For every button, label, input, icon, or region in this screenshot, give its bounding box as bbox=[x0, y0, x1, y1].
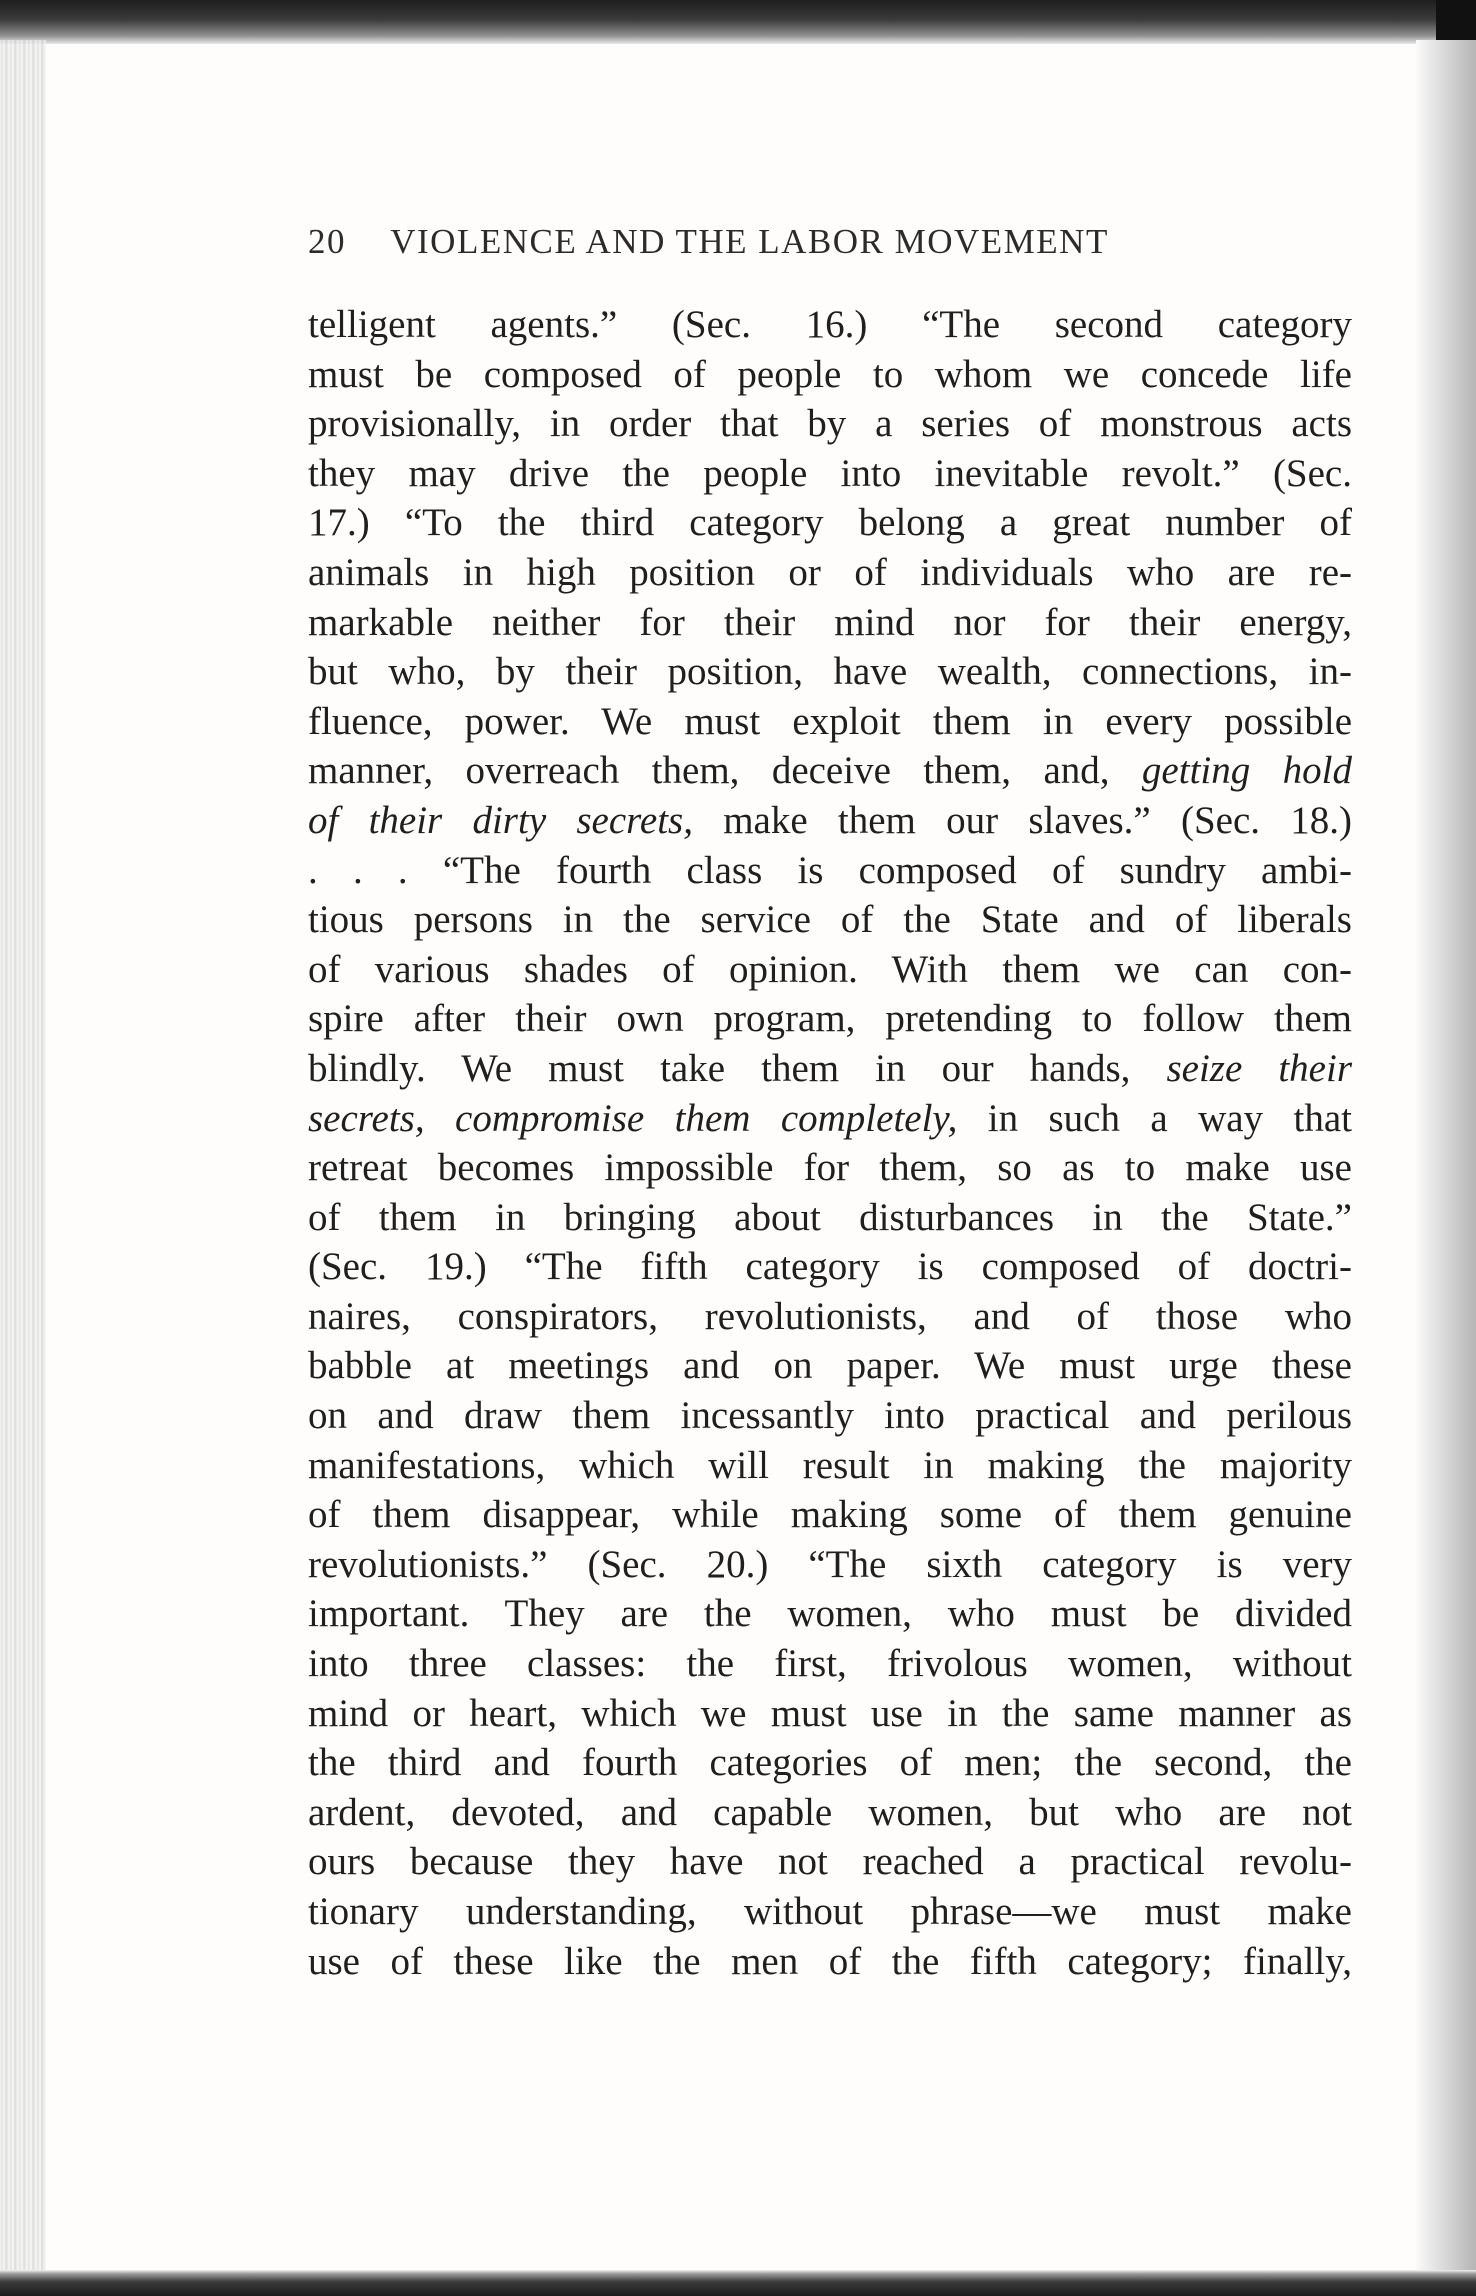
italic-text-segment: getting hold bbox=[1141, 749, 1352, 793]
text-segment: retreat becomes impossible for them, so as to make use bbox=[308, 1146, 1352, 1190]
text-line bbox=[308, 1441, 1352, 1491]
text-segment: babble at meetings and on paper. We must urge these bbox=[308, 1344, 1352, 1388]
text-line bbox=[308, 1738, 1352, 1788]
text-segment: must be composed of people to whom we concede life bbox=[308, 352, 1352, 396]
text-segment: spire after their own program, pretending to follow them bbox=[308, 997, 1352, 1041]
text-segment: 17.) “To the third category belong a great number of bbox=[308, 501, 1352, 545]
running-head-title: VIOLENCE AND THE LABOR MOVEMENT bbox=[390, 222, 1109, 261]
text-line bbox=[308, 1292, 1352, 1342]
text-segment: naires, conspirators, revolutionists, and of those who bbox=[308, 1294, 1352, 1338]
page-number: 20 bbox=[308, 222, 346, 261]
text-segment: use of these like the men of the fifth category; finally, bbox=[308, 1939, 1352, 1983]
italic-text-segment: secrets, compromise them completely, bbox=[308, 1096, 958, 1140]
italic-text-segment: seize their bbox=[1166, 1046, 1352, 1090]
text-segment: they may drive the people into inevitable revolt.” (Sec. bbox=[308, 451, 1352, 495]
text-line bbox=[308, 1391, 1352, 1441]
text-line bbox=[308, 449, 1352, 499]
text-line bbox=[308, 1143, 1352, 1193]
text-line bbox=[308, 1193, 1352, 1243]
text-segment: (Sec. 19.) “The fifth category is composed of doctri- bbox=[308, 1245, 1352, 1289]
text-line bbox=[308, 746, 1352, 796]
text-segment: but who, by their position, have wealth, connections, in- bbox=[308, 650, 1352, 694]
text-segment: the third and fourth categories of men; the second, the bbox=[308, 1741, 1352, 1785]
text-line bbox=[308, 1837, 1352, 1887]
text-line bbox=[308, 1937, 1352, 1987]
text-line bbox=[308, 895, 1352, 945]
text-segment: of various shades of opinion. With them we can con- bbox=[308, 947, 1352, 991]
text-segment: tious persons in the service of the State and of liberals bbox=[308, 898, 1352, 942]
text-line bbox=[308, 1589, 1352, 1639]
text-line bbox=[308, 1094, 1352, 1144]
text-line bbox=[308, 945, 1352, 995]
text-segment: ardent, devoted, and capable women, but who are not bbox=[308, 1790, 1352, 1834]
text-segment: tionary understanding, without phrase—we must make bbox=[308, 1890, 1352, 1933]
text-line bbox=[308, 350, 1352, 400]
text-line bbox=[308, 1242, 1352, 1292]
text-line bbox=[308, 1341, 1352, 1391]
text-segment: of them in bringing about disturbances in the State.” bbox=[308, 1195, 1352, 1239]
running-head bbox=[308, 222, 1238, 278]
scan-edge-left bbox=[0, 40, 46, 2270]
scan-edge-bottom bbox=[0, 2270, 1476, 2296]
scan-edge-top bbox=[0, 0, 1476, 44]
text-line bbox=[308, 598, 1352, 648]
text-line bbox=[308, 300, 1352, 350]
text-line bbox=[308, 1044, 1352, 1094]
text-line bbox=[308, 994, 1352, 1044]
text-line bbox=[308, 1639, 1352, 1689]
text-segment: ours because they have not reached a practical revolu- bbox=[308, 1840, 1352, 1884]
text-segment: make them our slaves.” (Sec. 18.) bbox=[692, 798, 1352, 842]
text-line bbox=[308, 1490, 1352, 1540]
text-segment: of them disappear, while making some of them genuine bbox=[308, 1493, 1352, 1537]
scan-edge-right bbox=[1416, 40, 1476, 2270]
text-line bbox=[308, 1540, 1352, 1590]
text-segment: telligent agents.” (Sec. 16.) “The second category bbox=[308, 303, 1352, 346]
text-segment: in such a way that bbox=[957, 1096, 1352, 1140]
text-line bbox=[308, 647, 1352, 697]
body-text bbox=[308, 300, 1352, 1986]
text-segment: manner, overreach them, deceive them, and, bbox=[308, 749, 1142, 793]
text-line bbox=[308, 399, 1352, 449]
text-line bbox=[308, 1887, 1352, 1937]
text-segment: markable neither for their mind nor for their energy, bbox=[308, 600, 1352, 644]
text-segment: animals in high position or of individuals who are re- bbox=[308, 550, 1352, 594]
text-segment: blindly. We must take them in our hands, bbox=[308, 1046, 1167, 1090]
text-segment: fluence, power. We must exploit them in every possible bbox=[308, 699, 1352, 743]
text-line bbox=[308, 697, 1352, 747]
text-line bbox=[308, 846, 1352, 896]
italic-text-segment: of their dirty secrets, bbox=[308, 798, 693, 842]
text-segment: into three classes: the first, frivolous women, without bbox=[308, 1642, 1352, 1686]
text-line bbox=[308, 796, 1352, 846]
text-line bbox=[308, 1689, 1352, 1739]
text-line bbox=[308, 498, 1352, 548]
text-line bbox=[308, 548, 1352, 598]
text-segment: revolutionists.” (Sec. 20.) “The sixth category is very bbox=[308, 1542, 1352, 1586]
text-segment: important. They are the women, who must be divided bbox=[308, 1592, 1352, 1636]
text-segment: provisionally, in order that by a series of monstrous acts bbox=[308, 402, 1352, 446]
text-segment: on and draw them incessantly into practical and perilous bbox=[308, 1394, 1352, 1438]
text-segment: . . . “The fourth class is composed of sundry ambi- bbox=[308, 848, 1352, 892]
text-line bbox=[308, 1788, 1352, 1838]
text-segment: manifestations, which will result in making the majority bbox=[308, 1443, 1352, 1487]
text-segment: mind or heart, which we must use in the same manner as bbox=[308, 1691, 1352, 1735]
